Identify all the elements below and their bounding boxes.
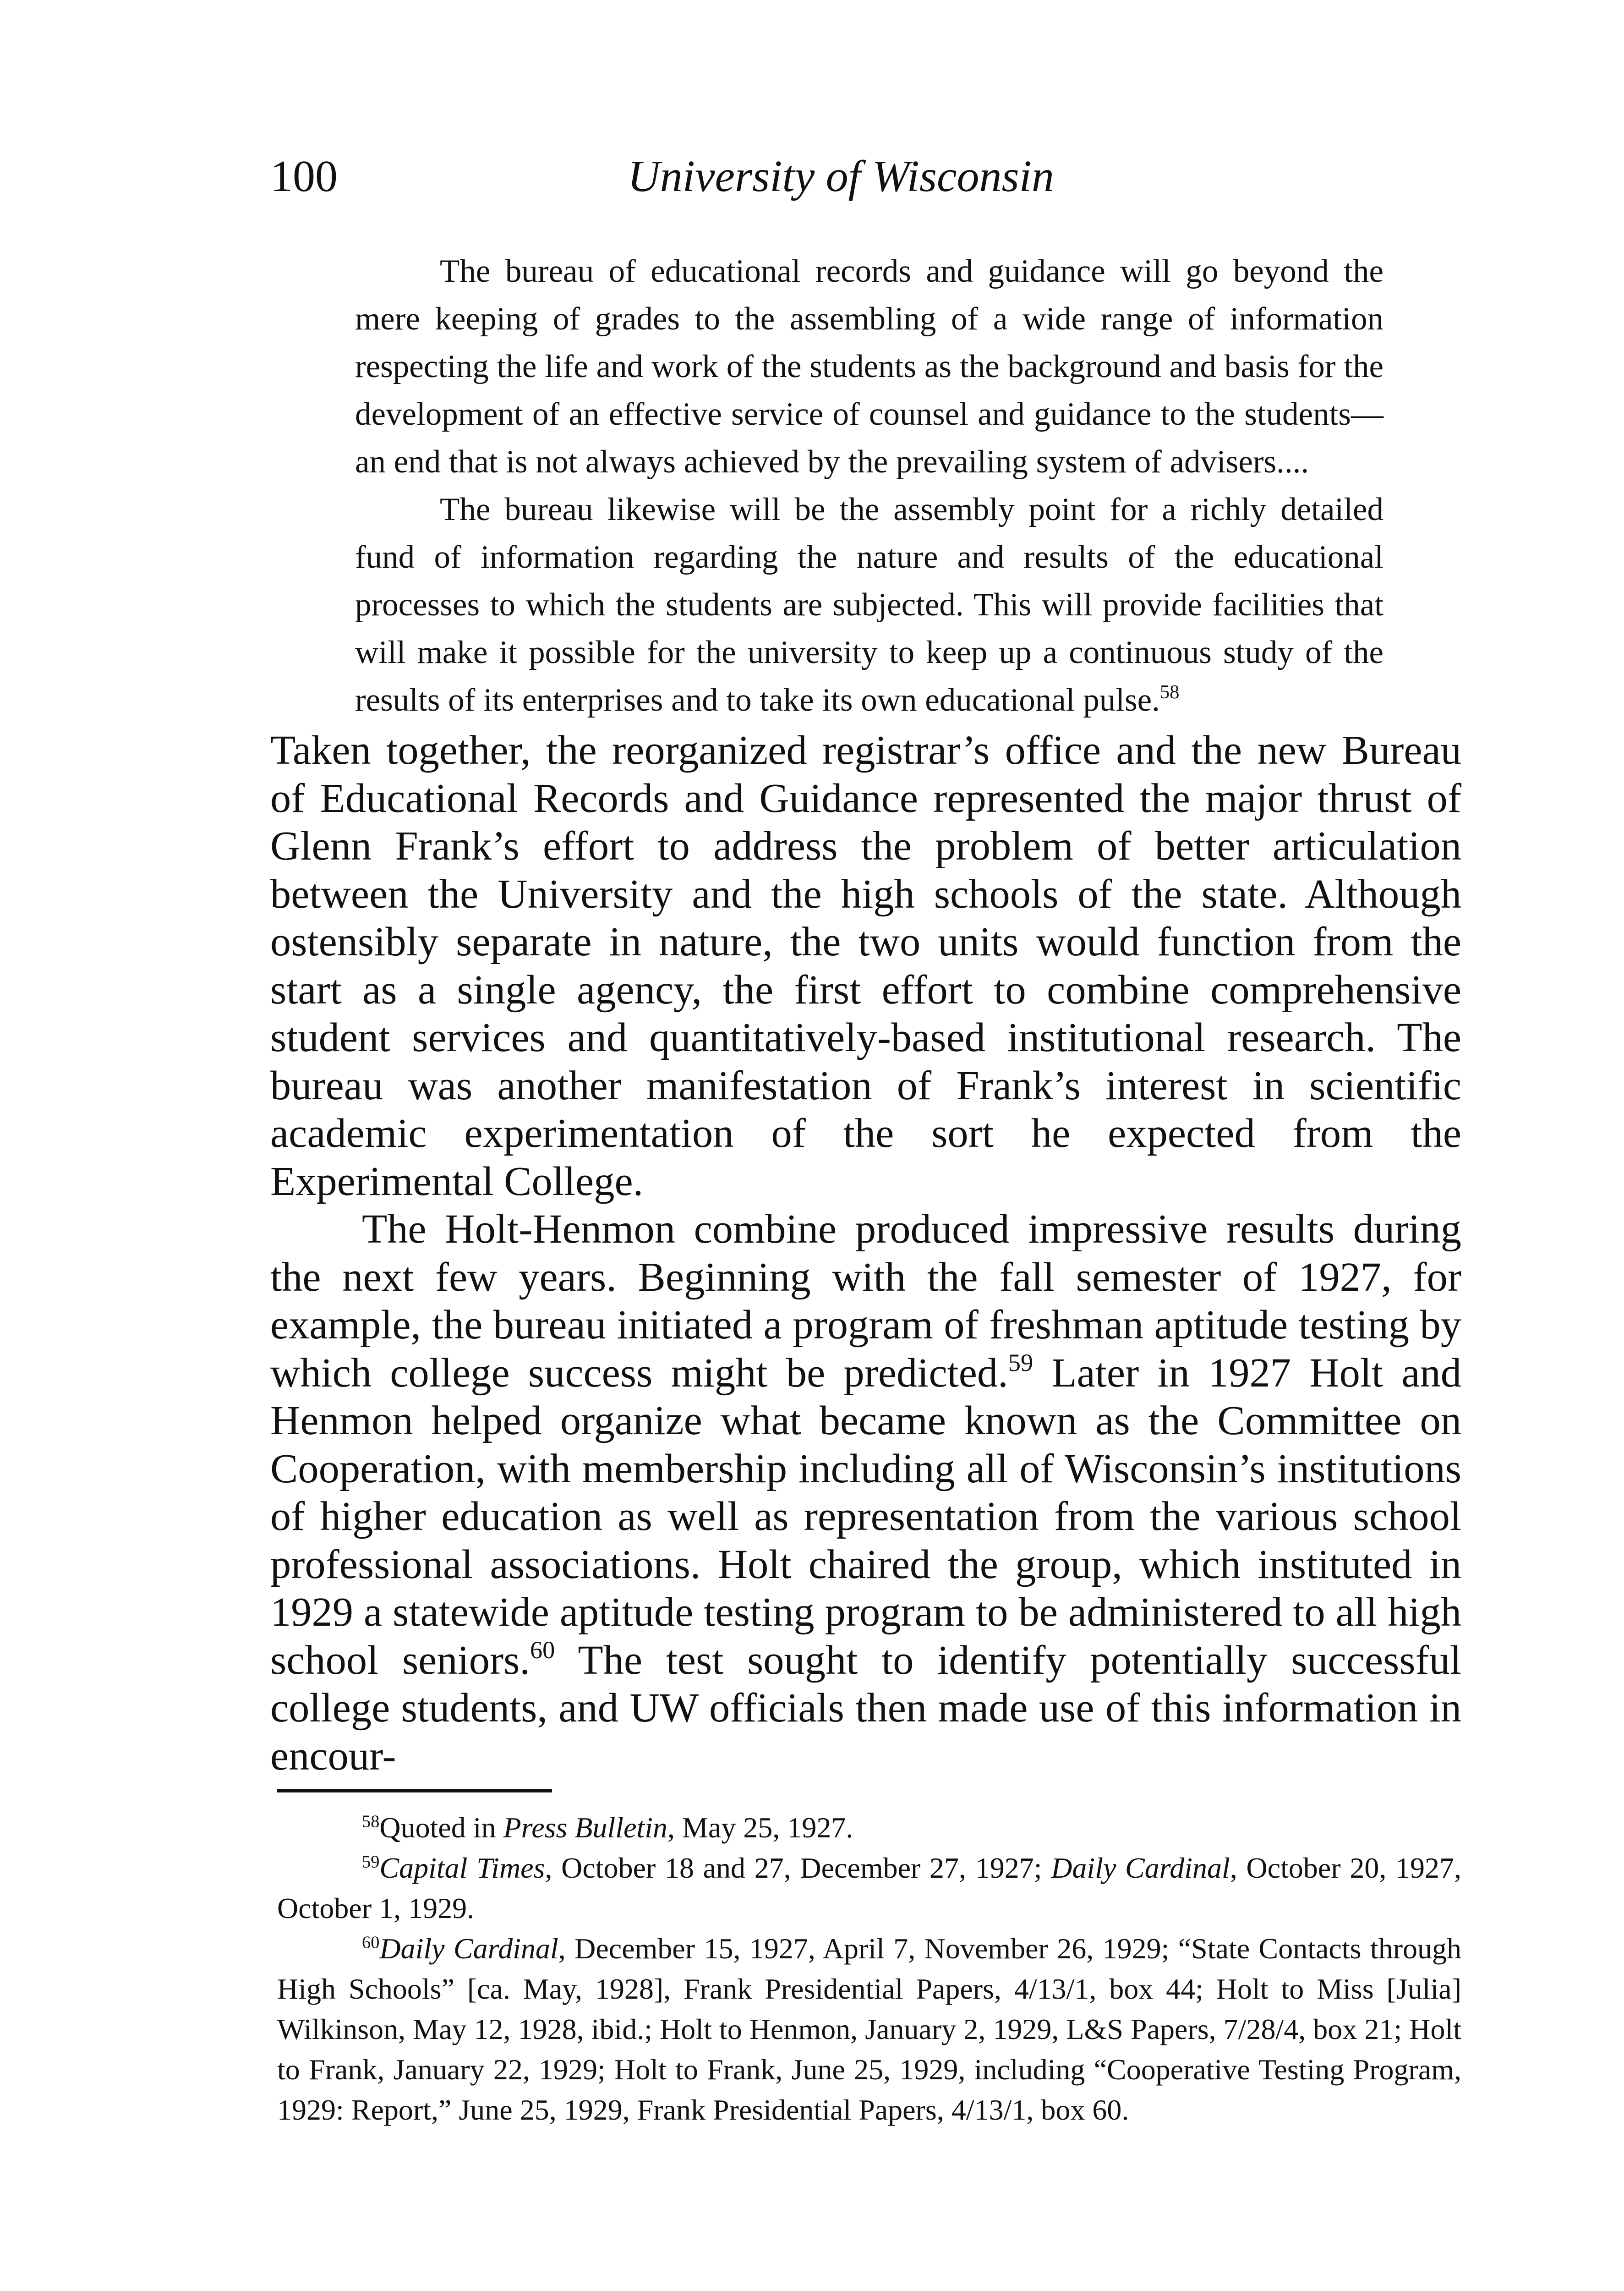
block-quote <box>355 247 1383 724</box>
footnote-text: , October 20, 1927, October 1, 1929. <box>277 1852 1462 1924</box>
quote-text: The bureau likewise will be the assembly point for a richly detailed fund of information regarding the nature and results of the educational processes to which the students are subjected. This will provide facilities that will make it possible for the university to keep up a continuous study of the results of its enterprises and to take its own educational pulse. <box>355 492 1383 718</box>
footnote-text: , October 18 and 27, December 27, 1927; <box>545 1852 1051 1884</box>
body-text-span: Later in 1927 Holt and Henmon helped organize what became known as the Committee on Cooperation, with membership including all of Wisconsin’s institutions of higher education as well as representation from the various school professional associations. Holt chaired the group, which instituted in 1929 a statewide aptitude testing program to be administered to all high school seniors. <box>270 1349 1461 1683</box>
footnote-mark: 60 <box>362 1933 380 1952</box>
footnote-source: Daily Cardinal <box>379 1932 558 1965</box>
footnote-text: , December 15, 1927, April 7, November 26, 1929; “State Contacts through High Schools” [ca. May, 1928], Frank Presidential Papers, 4/13/1, box 44; Holt to Miss [Julia] Wilkinson, May 12, 1928, ibid.; Holt to Henmon, January 2, 1929, L&S Papers, 7/28/4, box 21; Holt to Frank, January 22, 1929; Holt to Frank, June 25, 1929, including “Cooperative Testing Program, 1929: Report,” June 25, 1929, Frank Presidential Papers, 4/13/1, box 60. <box>277 1932 1462 2126</box>
footnote-mark: 59 <box>362 1852 380 1872</box>
quote-paragraph <box>355 247 1383 486</box>
footnote-source: Daily Cardinal <box>1051 1852 1230 1884</box>
footnote-text: Quoted in <box>379 1811 503 1844</box>
footnote-divider <box>277 1789 552 1792</box>
quote-paragraph <box>355 486 1383 724</box>
footnote-58 <box>277 1808 1461 1848</box>
body-text <box>270 726 1461 1780</box>
body-paragraph <box>270 1205 1461 1780</box>
body-text-span: The Holt-Henmon combine produced impressive results during the next few years. Beginning with the fall semester of 1927, for example, the bureau initiated a program of freshman aptitude testing by which college success might be predicted. <box>270 1206 1461 1396</box>
footnote-60 <box>277 1929 1461 2130</box>
footnote-59 <box>277 1848 1461 1929</box>
footnote-source: Capital Times <box>379 1852 545 1884</box>
footnote-text: , May 25, 1927. <box>667 1811 853 1844</box>
body-text-span: The test sought to identify potentially successful college students, and UW officials then made use of this information in encour- <box>270 1636 1462 1779</box>
footnote-reference: 58 <box>1159 681 1180 703</box>
running-title: University of Wisconsin <box>628 152 1054 201</box>
footnote-reference: 60 <box>530 1636 555 1664</box>
body-text-span: Taken together, the reorganized registrar’s office and the new Bureau of Educational Records and Guidance represented the major thrust of Glenn Frank’s effort to address the problem of better articulation between the University and the high schools of the state. Although ostensibly separate in nature, the two units would function from the start as a single agency, the first effort to combine comprehensive student services and quantitatively-based institutional research. The bureau was another manifestation of Frank’s interest in scientific academic experimentation of the sort he expected from the Experimental College. <box>270 727 1461 1204</box>
footnotes <box>277 1808 1461 2130</box>
footnote-mark: 58 <box>362 1812 380 1831</box>
page-number: 100 <box>270 152 338 201</box>
quote-text: The bureau of educational records and guidance will go beyond the mere keeping of grades to the assembling of a wide range of information respecting the life and work of the students as the background and basis for the development of an effective service of counsel and guidance to the students—an end that is not always achieved by the prevailing system of advisers.... <box>355 253 1383 480</box>
footnote-reference: 59 <box>1008 1348 1033 1376</box>
running-head <box>270 147 1457 206</box>
body-paragraph <box>270 726 1461 1205</box>
footnote-source: Press Bulletin <box>503 1811 668 1844</box>
